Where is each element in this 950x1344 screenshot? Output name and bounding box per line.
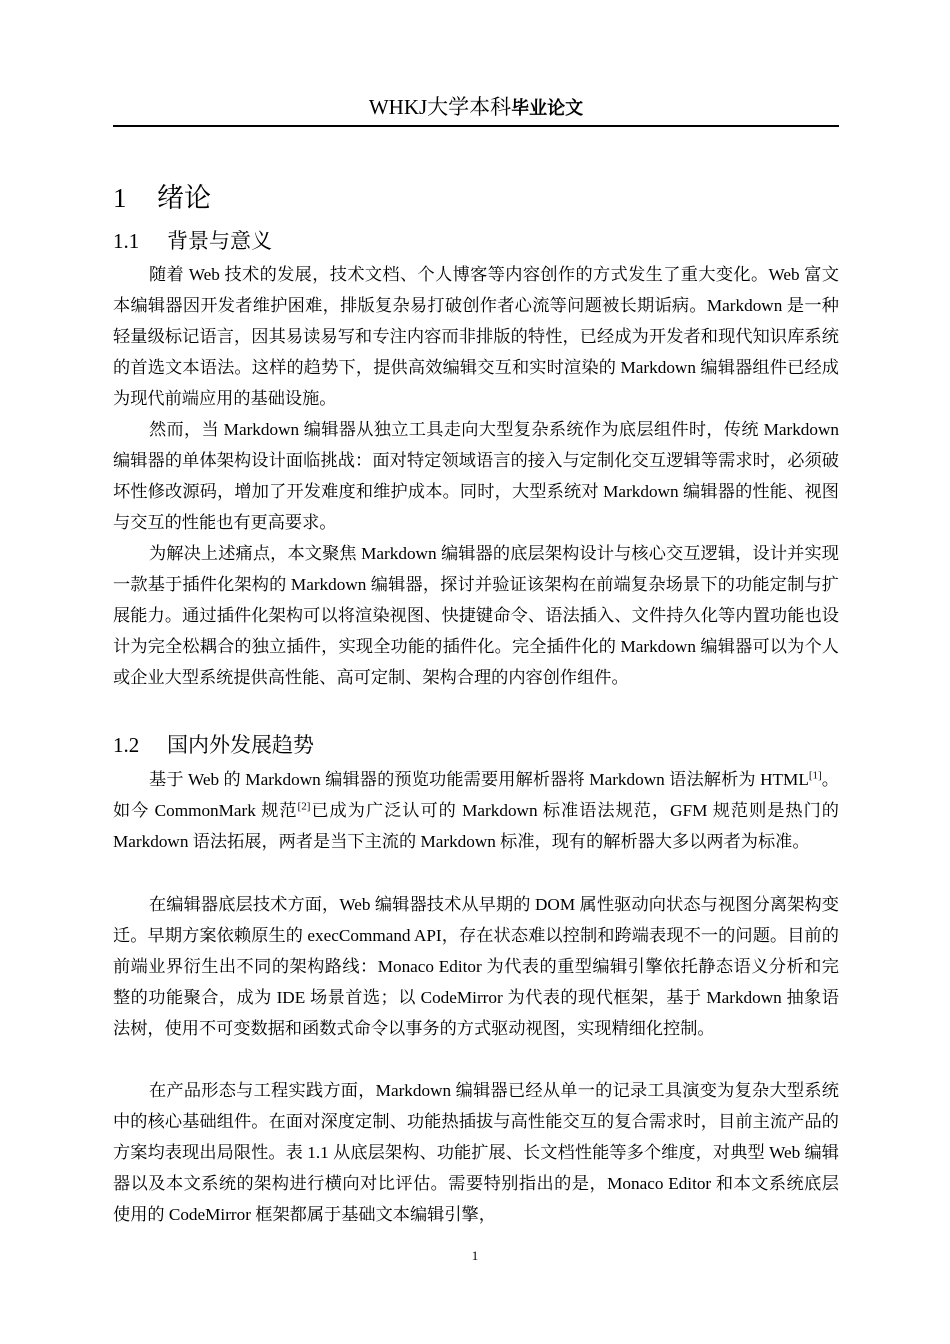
paragraph-text: 基于 Web 的 Markdown 编辑器的预览功能需要用解析器将 Markdown 语法解析为 HTML xyxy=(149,770,809,789)
paragraph: 为解决上述痛点，本文聚焦 Markdown 编辑器的底层架构设计与核心交互逻辑，设计并实现一款基于插件化架构的 Markdown 编辑器，探讨并验证该架构在前端复杂场景下的功能定制与扩展能力。通过插件化架构可以将渲染视图、快捷键命令、语法插入、文件持久化等内置功能也设计为完全松耦合的独立插件，实现全功能的插件化。完全插件化的 Markdown 编辑器可以为个人或企业大型系统提供高性能、高可定制、架构合理的内容创作组件。 xyxy=(113,544,839,687)
section-number: 1.1 xyxy=(113,229,140,253)
section-title: 背景与意义 xyxy=(167,229,272,253)
header-rule xyxy=(113,125,839,127)
paragraph-text: 已成为广泛认可的 Markdown 标准语法规范，GFM 规范则是热门的 Markdown 语法拓展，两者是当下主流的 Markdown 标准，现有的解析器大多以两者为标准。 xyxy=(113,801,839,851)
section-number: 1.2 xyxy=(113,733,140,757)
section-title: 国内外发展趋势 xyxy=(167,733,314,757)
citation-ref: [2] xyxy=(297,800,311,813)
paragraph: 在产品形态与工程实践方面，Markdown 编辑器已经从单一的记录工具演变为复杂大型系统中的核心基础组件。在面对深度定制、功能热插拔与高性能交互的复合需求时，目前主流产品的方案均表现出局限性。表 1.1 从底层架构、功能扩展、长文档性能等多个维度，对典型 Web 编辑器以及本文系统的架构进行横向对比评估。需要特别指出的是，Monaco Editor 和本文系统底层使用的 CodeMirror 框架都属于基础文本编辑引擎， xyxy=(113,1081,839,1224)
header-title: WHKJ大学本科 xyxy=(368,95,512,119)
citation-ref: [1] xyxy=(808,769,822,782)
chapter-number: 1 xyxy=(113,183,127,213)
page-header xyxy=(113,92,839,124)
paragraph: 然而，当 Markdown 编辑器从独立工具走向大型复杂系统作为底层组件时，传统 Markdown 编辑器的单体架构设计面临挑战：面对特定领域语言的接入与定制化交互逻辑等需求时，必须破坏性修改源码，增加了开发难度和维护成本。同时，大型系统对 Markdown 编辑器的性能、视图与交互的性能也有更高要求。 xyxy=(113,420,839,532)
chapter-title: 绪论 xyxy=(157,183,211,214)
section-heading-1-2 xyxy=(113,730,314,760)
header-title-bold: 毕业论文 xyxy=(511,98,584,119)
chapter-heading xyxy=(113,178,211,219)
paragraph: 在编辑器底层技术方面，Web 编辑器技术从早期的 DOM 属性驱动向状态与视图分离架构变迁。早期方案依赖原生的 execCommand API，存在状态难以控制和跨端表现不一的问题。目前的前端业界衍生出不同的架构路线：Monaco Editor 为代表的重型编辑引擎依托静态语义分析和完整的功能聚合，成为 IDE 场景首选；以 CodeMirror 为代表的现代框架，基于 Markdown 抽象语法树，使用不可变数据和函数式命令以事务的方式驱动视图，实现精细化控制。 xyxy=(113,895,839,1038)
paragraph xyxy=(113,764,839,857)
section-heading-1-1 xyxy=(113,226,272,256)
page-number: 1 xyxy=(471,1248,479,1263)
paragraph-text: 。如今 CommonMark 规范 xyxy=(113,770,839,820)
paragraph: 随着 Web 技术的发展，技术文档、个人博客等内容创作的方式发生了重大变化。Web 富文本编辑器因开发者维护困难，排版复杂易打破创作者心流等问题被长期诟病。Markdown 是一种轻量级标记语言，因其易读易写和专注内容而非排版的特性，已经成为开发者和现代知识库系统的首选文本语法。这样的趋势下，提供高效编辑交互和实时渲染的 Markdown 编辑器组件已经成为现代前端应用的基础设施。 xyxy=(113,265,839,408)
